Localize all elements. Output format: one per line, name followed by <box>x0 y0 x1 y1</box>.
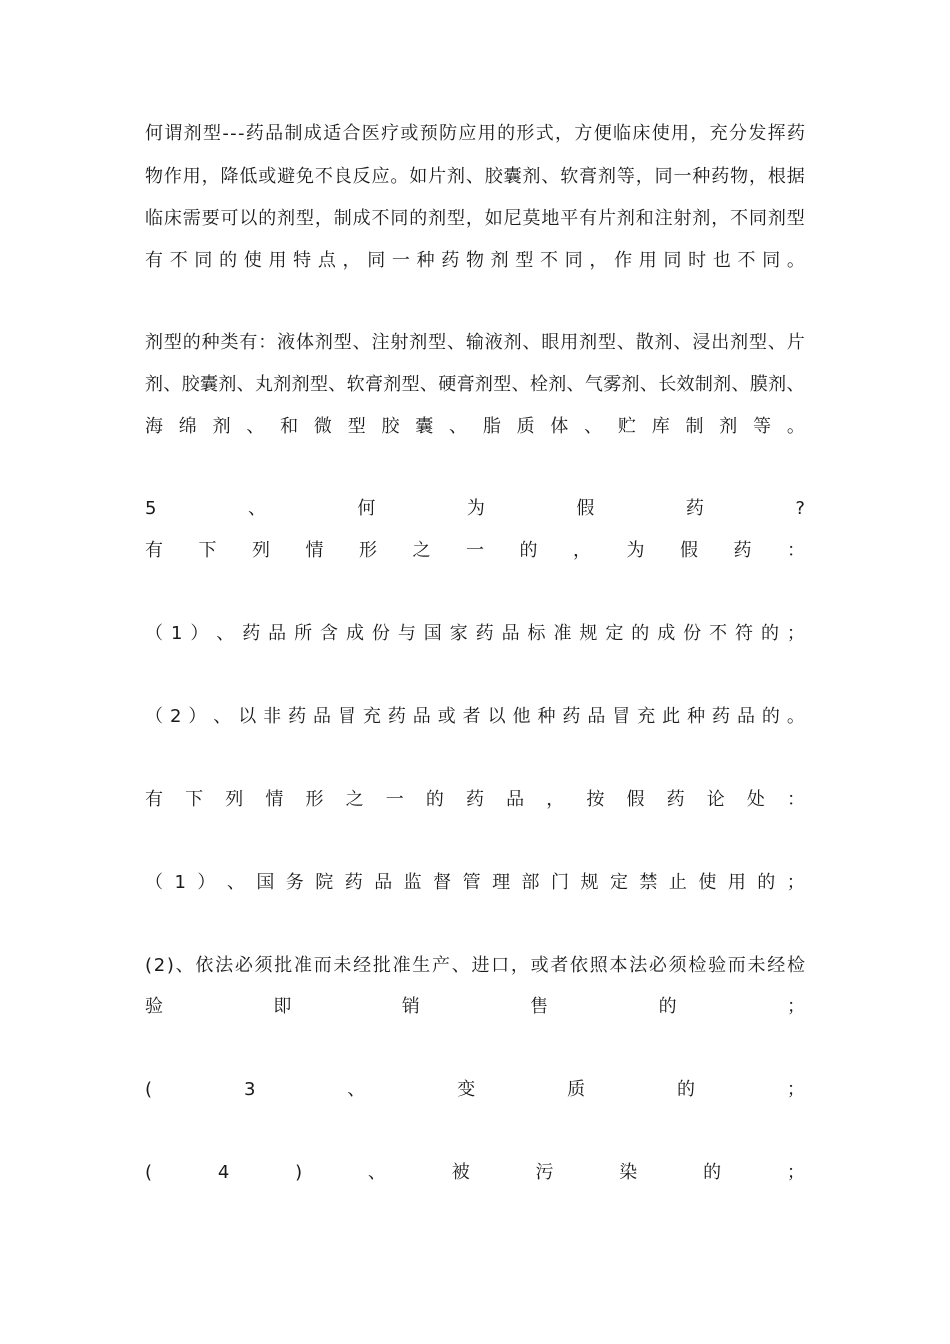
para1-line-4: 有 不 同 的 使 用 特 点 ， 同 一 种 药 物 剂 型 不 同 ， 作 用 同 时 也 不 同 。 <box>145 250 805 271</box>
para1-line-1: 何 谓 剂 型 - - - 药 品 制 成 适 合 医 疗 或 预 防 应 用 的 形 式 ， 方 便 临 床 使 用 ， 充 分 发 挥 药 <box>145 123 805 144</box>
treated-item-1: （ 1 ） 、 国 务 院 药 品 监 督 管 理 部 门 规 定 禁 止 使 用 的 ； <box>145 872 805 893</box>
para1-line-3: 临 床 需 要 可 以 的 剂 型 ， 制 成 不 同 的 剂 型 ， 如 尼 莫 地 平 有 片 剂 和 注 射 剂 ， 不 同 剂 型 <box>145 208 805 229</box>
fake-drug-item-2: （ 2 ） 、 以 非 药 品 冒 充 药 品 或 者 以 他 种 药 品 冒 充 此 种 药 品 的 。 <box>145 706 805 727</box>
question-5-heading: 5 、 何 为 假 药 ? <box>145 498 805 519</box>
para2-line-3: 海 绵 剂 、 和 微 型 胶 囊 、 脂 质 体 、 贮 库 制 剂 等 。 <box>145 416 805 437</box>
treated-as-fake-intro: 有 下 列 情 形 之 一 的 药 品 ， 按 假 药 论 处 ： <box>145 789 805 810</box>
para2-line-1: 剂 型 的 种 类 有 ： 液 体 剂 型 、 注 射 剂 型 、 输 液 剂 、 眼 用 剂 型 、 散 剂 、 浸 出 剂 型 、 片 <box>145 332 805 353</box>
fake-drug-item-1: （ 1 ） 、 药 品 所 含 成 份 与 国 家 药 品 标 准 规 定 的 成 份 不 符 的 ； <box>145 623 805 644</box>
treated-item-3: ( 3 、 变 质 的 ； <box>145 1079 805 1100</box>
fake-drug-intro: 有 下 列 情 形 之 一 的 ， 为 假 药 ： <box>145 540 805 561</box>
treated-item-2-cont: 验 即 销 售 的 ； <box>145 996 805 1017</box>
para2-line-2: 剂 、 胶 囊 剂 、 丸 剂 剂 型 、 软 膏 剂 型 、 硬 膏 剂 型 、 栓 剂 、 气 雾 剂 、 长 效 制 剂 、 膜 剂 、 <box>145 374 805 395</box>
para1-line-2: 物 作 用 ， 降 低 或 避 免 不 良 反 应 。 如 片 剂 、 胶 囊 剂 、 软 膏 剂 等 ， 同 一 种 药 物 ， 根 据 <box>145 166 805 187</box>
treated-item-4: ( 4 ) 、 被 污 染 的 ； <box>145 1162 805 1183</box>
treated-item-2: ( 2 ) 、 依 法 必 须 批 准 而 未 经 批 准 生 产 、 进 口 ， 或 者 依 照 本 法 必 须 检 验 而 未 经 检 <box>145 955 805 976</box>
